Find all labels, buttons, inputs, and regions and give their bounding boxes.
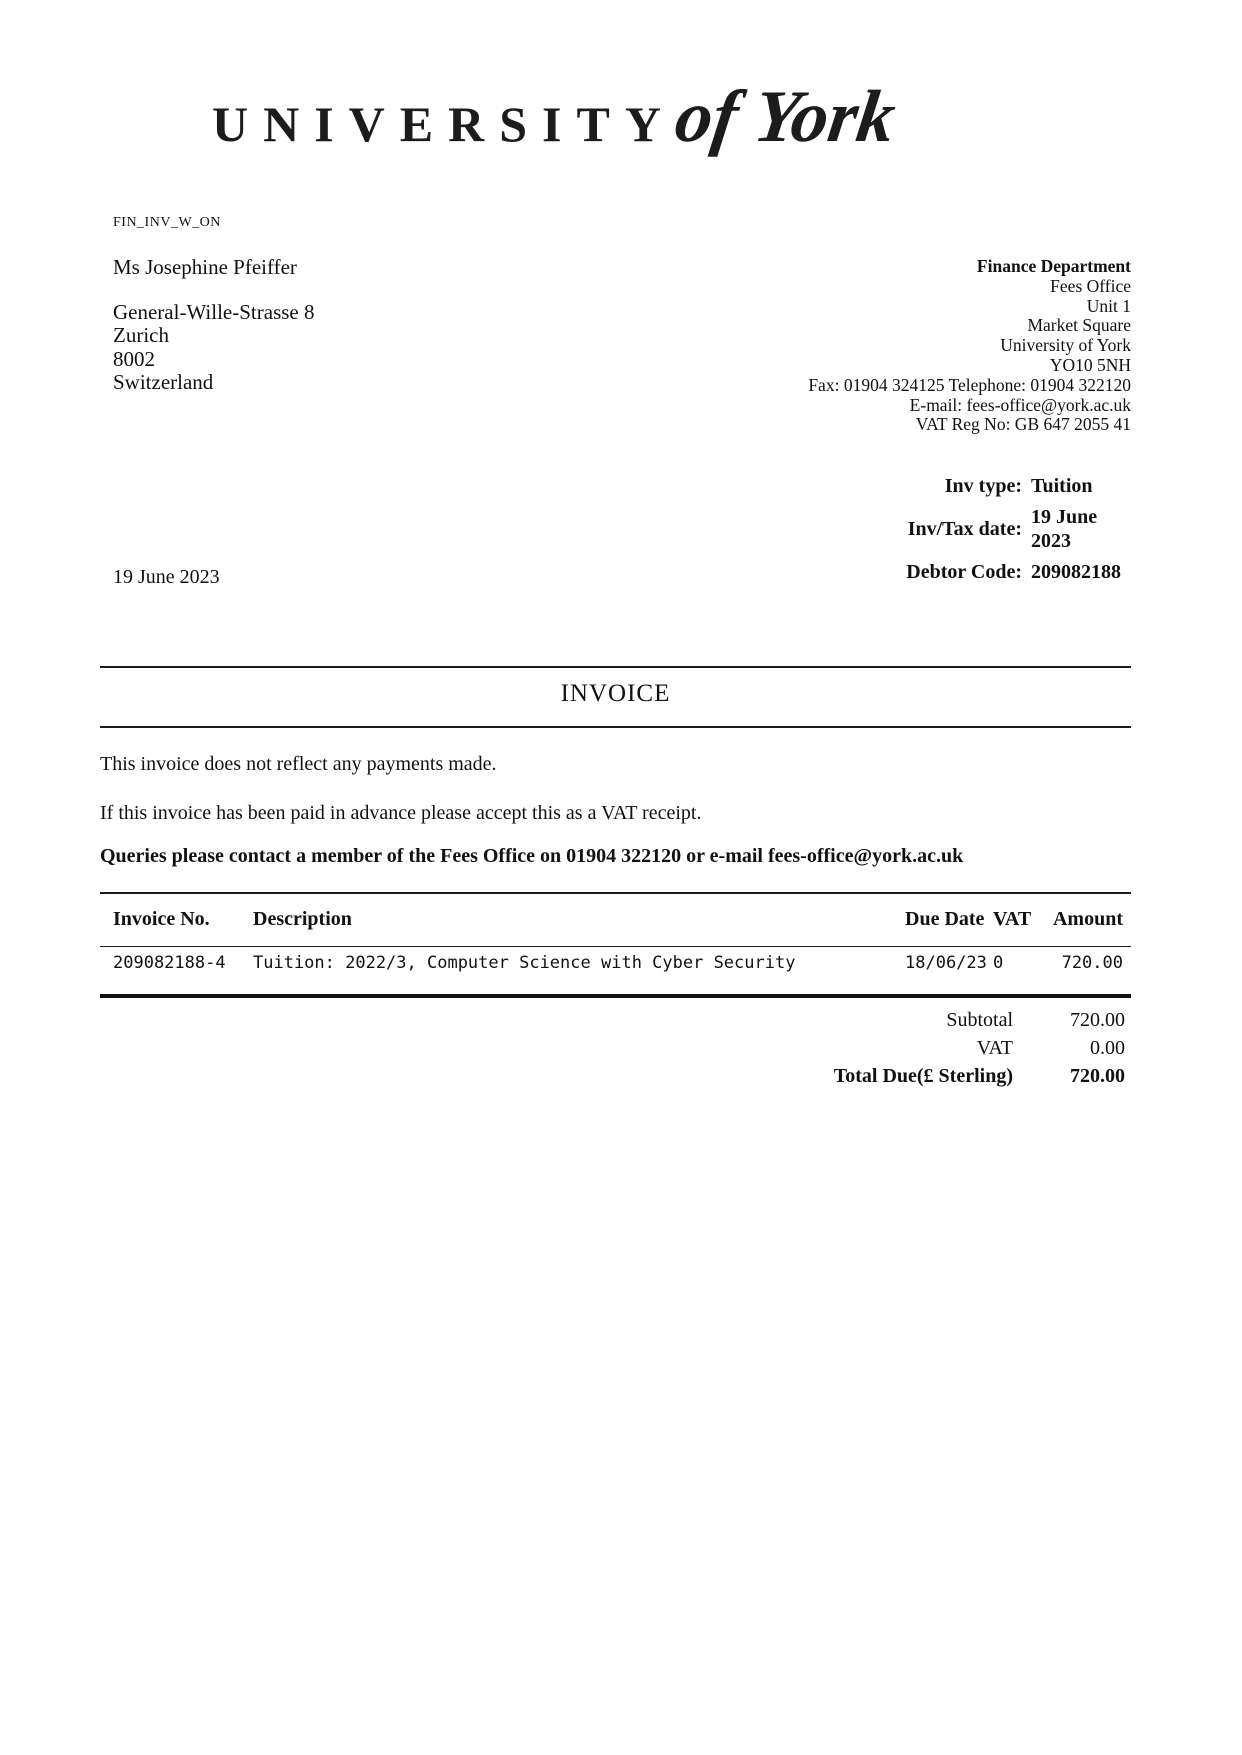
table-row bbox=[100, 952, 1131, 974]
divider-table-top bbox=[100, 892, 1131, 894]
total-due-value: 720.00 bbox=[1070, 1065, 1125, 1087]
recipient-address-block bbox=[113, 256, 315, 395]
invoice-meta-block bbox=[906, 474, 1131, 584]
inv-tax-date-label: Inv/Tax date: bbox=[907, 518, 1022, 540]
inv-type-value: Tuition bbox=[1031, 475, 1093, 497]
note-no-payments: This invoice does not reflect any payments made. bbox=[100, 753, 497, 775]
cell-description: Tuition: 2022/3, Computer Science with Cyber Security bbox=[253, 953, 796, 973]
cell-amount: 720.00 bbox=[1061, 953, 1123, 973]
subtotal-label: Subtotal bbox=[946, 1009, 1013, 1031]
department-address-line: Fees Office bbox=[1050, 275, 1131, 296]
recipient-address-line: Switzerland bbox=[113, 370, 214, 394]
total-due-row bbox=[100, 1062, 1131, 1090]
inv-type-label: Inv type: bbox=[944, 475, 1022, 497]
department-address-line: Unit 1 bbox=[1086, 295, 1131, 316]
divider-top bbox=[100, 666, 1131, 668]
cell-due-date: 18/06/23 bbox=[905, 953, 987, 973]
note-queries-contact: Queries please contact a member of the Fees Office on 01904 322120 or e-mail fees-office@york.ac.uk bbox=[100, 845, 964, 867]
department-fax-phone-line: Fax: 01904 324125 Telephone: 01904 322120 bbox=[808, 374, 1131, 395]
subtotal-value: 720.00 bbox=[1070, 1009, 1125, 1031]
university-of-york-logo bbox=[212, 75, 901, 160]
recipient-address-line: General-Wille-Strasse 8 bbox=[113, 299, 315, 324]
debtor-code-value: 209082188 bbox=[1031, 561, 1121, 583]
recipient-address-line: Zurich bbox=[113, 323, 169, 347]
letter-date: 19 June 2023 bbox=[113, 566, 220, 588]
total-due-label: Total Due(£ Sterling) bbox=[833, 1065, 1013, 1087]
department-address-line: Market Square bbox=[1027, 315, 1131, 336]
vat-row bbox=[100, 1034, 1131, 1062]
header-vat: VAT bbox=[993, 908, 1032, 930]
header-amount: Amount bbox=[1052, 908, 1123, 930]
header-invoice-no: Invoice No. bbox=[113, 908, 210, 930]
inv-tax-date-value: 19 June 2023 bbox=[1031, 506, 1098, 552]
table-header-row bbox=[100, 908, 1131, 936]
department-address-line: YO10 5NH bbox=[1049, 354, 1131, 375]
form-code: FIN_INV_W_ON bbox=[113, 215, 221, 230]
department-address-line: University of York bbox=[1000, 335, 1131, 356]
note-vat-receipt: If this invoice has been paid in advance please accept this as a VAT receipt. bbox=[100, 802, 702, 824]
subtotal-row bbox=[100, 1006, 1131, 1034]
cell-invoice-no: 209082188-4 bbox=[113, 953, 226, 973]
cell-vat: 0 bbox=[993, 953, 1004, 973]
recipient-address-line: 8002 bbox=[113, 346, 155, 371]
header-due-date: Due Date bbox=[905, 908, 985, 930]
totals-block bbox=[100, 1006, 1131, 1090]
department-email-line: E-mail: fees-office@york.ac.uk bbox=[909, 394, 1131, 415]
vat-value: 0.00 bbox=[1090, 1037, 1125, 1059]
header-description: Description bbox=[253, 908, 352, 930]
divider-under-header bbox=[100, 946, 1131, 947]
department-name: Finance Department bbox=[976, 256, 1131, 276]
divider-table-bottom bbox=[100, 994, 1131, 998]
logo-wordmark-university: UNIVERSITY bbox=[212, 96, 676, 152]
department-address-block bbox=[808, 257, 1131, 435]
department-vat-reg-line: VAT Reg No: GB 647 2055 41 bbox=[915, 414, 1131, 435]
logo-script-of-york: of York bbox=[670, 76, 901, 158]
vat-label: VAT bbox=[976, 1037, 1013, 1059]
debtor-code-label: Debtor Code: bbox=[906, 561, 1022, 583]
invoice-body bbox=[100, 666, 1131, 1090]
divider-under-title bbox=[100, 726, 1131, 728]
invoice-title: INVOICE bbox=[560, 680, 671, 707]
recipient-name: Ms Josephine Pfeiffer bbox=[113, 255, 297, 279]
